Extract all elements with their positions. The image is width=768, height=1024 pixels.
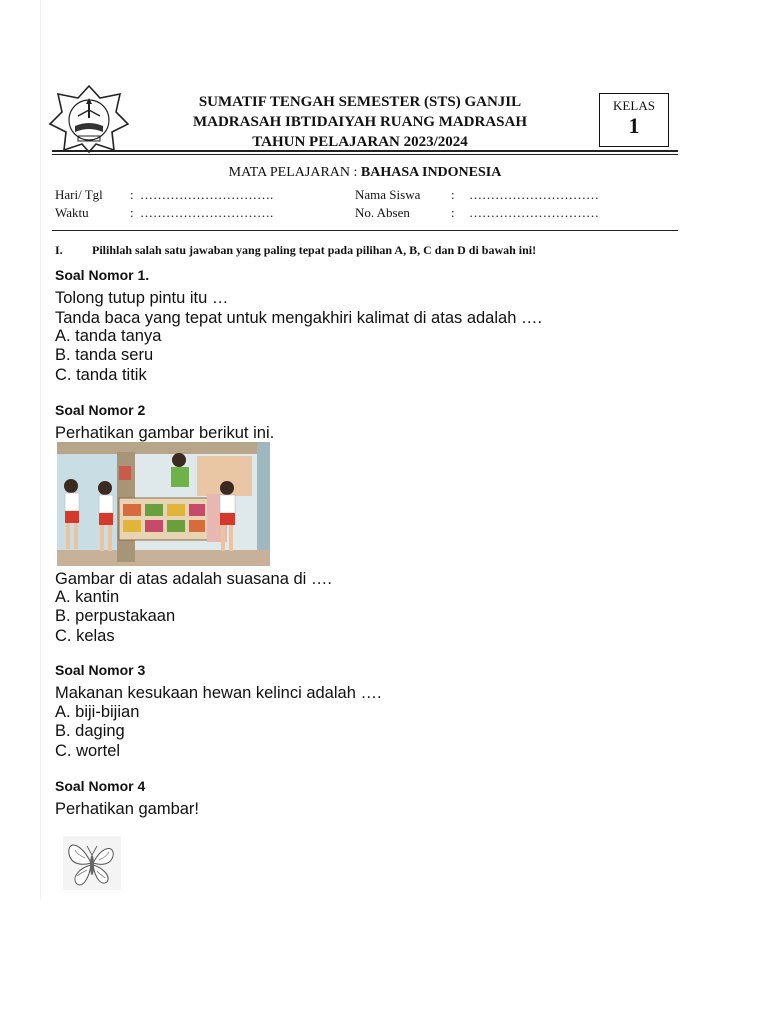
question-3-line-1: Makanan kesukaan hewan kelinci adalah ….	[55, 684, 382, 702]
subject-prefix: MATA PELAJARAN :	[228, 165, 361, 180]
canteen-illustration	[57, 442, 270, 566]
question-4-line-1: Perhatikan gambar!	[55, 800, 199, 818]
absen-colon: :	[451, 205, 455, 220]
subject-line	[0, 165, 730, 181]
absen-blank-field[interactable]: …………………………	[469, 205, 599, 220]
question-1-title: Soal Nomor 1.	[55, 267, 150, 283]
section-number: I.	[55, 243, 63, 257]
section-instruction	[55, 243, 695, 258]
question-3-title: Soal Nomor 3	[55, 662, 146, 678]
hari-label: Hari/ Tgl	[55, 187, 103, 202]
hari-blank-field[interactable]: ………………………….	[140, 187, 274, 202]
header-line-3: TAHUN PELAJARAN 2023/2024	[252, 134, 468, 150]
question-2-option-c[interactable]: C. kelas	[55, 627, 115, 645]
nama-label: Nama Siswa	[355, 187, 421, 202]
nama-blank-field[interactable]: …………………………	[469, 187, 599, 202]
waktu-label: Waktu	[55, 205, 89, 220]
question-2-option-b[interactable]: B. perpustakaan	[55, 607, 176, 625]
kelas-box	[599, 93, 669, 147]
hari-colon: :	[130, 187, 134, 202]
page-margin-line	[40, 0, 41, 900]
waktu-blank-field[interactable]: ………………………….	[140, 205, 274, 220]
absen-label: No. Absen	[355, 205, 410, 220]
question-2-option-a[interactable]: A. kantin	[55, 588, 120, 606]
butterfly-illustration	[63, 836, 121, 890]
question-1-option-b[interactable]: B. tanda seru	[55, 346, 154, 364]
madrasah-logo-icon	[48, 84, 130, 154]
header-line-1: SUMATIF TENGAH SEMESTER (STS) GANJIL	[198, 94, 522, 110]
question-1-option-c[interactable]: C. tanda titik	[55, 366, 147, 384]
header-line-2: MADRASAH IBTIDAIYAH RUANG MADRASAH	[192, 114, 528, 130]
nama-colon: :	[451, 187, 455, 202]
subject-name: BAHASA INDONESIA	[360, 165, 502, 180]
kelas-value: 1	[628, 113, 640, 138]
question-1-line-2: Tanda baca yang tepat untuk mengakhiri kalimat di atas adalah ….	[55, 309, 543, 327]
form-divider	[52, 230, 678, 231]
header-divider-thick	[52, 150, 678, 152]
question-2-title: Soal Nomor 2	[55, 402, 146, 418]
question-3-option-a[interactable]: A. biji-bijian	[55, 703, 140, 721]
question-2-line-1: Perhatikan gambar berikut ini.	[55, 424, 275, 442]
exam-header	[150, 92, 570, 152]
question-1-line-1: Tolong tutup pintu itu …	[55, 289, 229, 307]
header-divider-thin	[52, 154, 678, 155]
question-2-line-2: Gambar di atas adalah suasana di ….	[55, 570, 332, 588]
waktu-colon: :	[130, 205, 134, 220]
instruction-text: Pilihlah salah satu jawaban yang paling tepat pada pilihan A, B, C dan D di bawah ini!	[92, 243, 537, 257]
question-3-option-c[interactable]: C. wortel	[55, 742, 121, 760]
question-1-option-a[interactable]: A. tanda tanya	[55, 327, 162, 345]
question-3-option-b[interactable]: B. daging	[55, 722, 125, 740]
question-4-title: Soal Nomor 4	[55, 778, 146, 794]
kelas-label: KELAS	[613, 98, 655, 113]
